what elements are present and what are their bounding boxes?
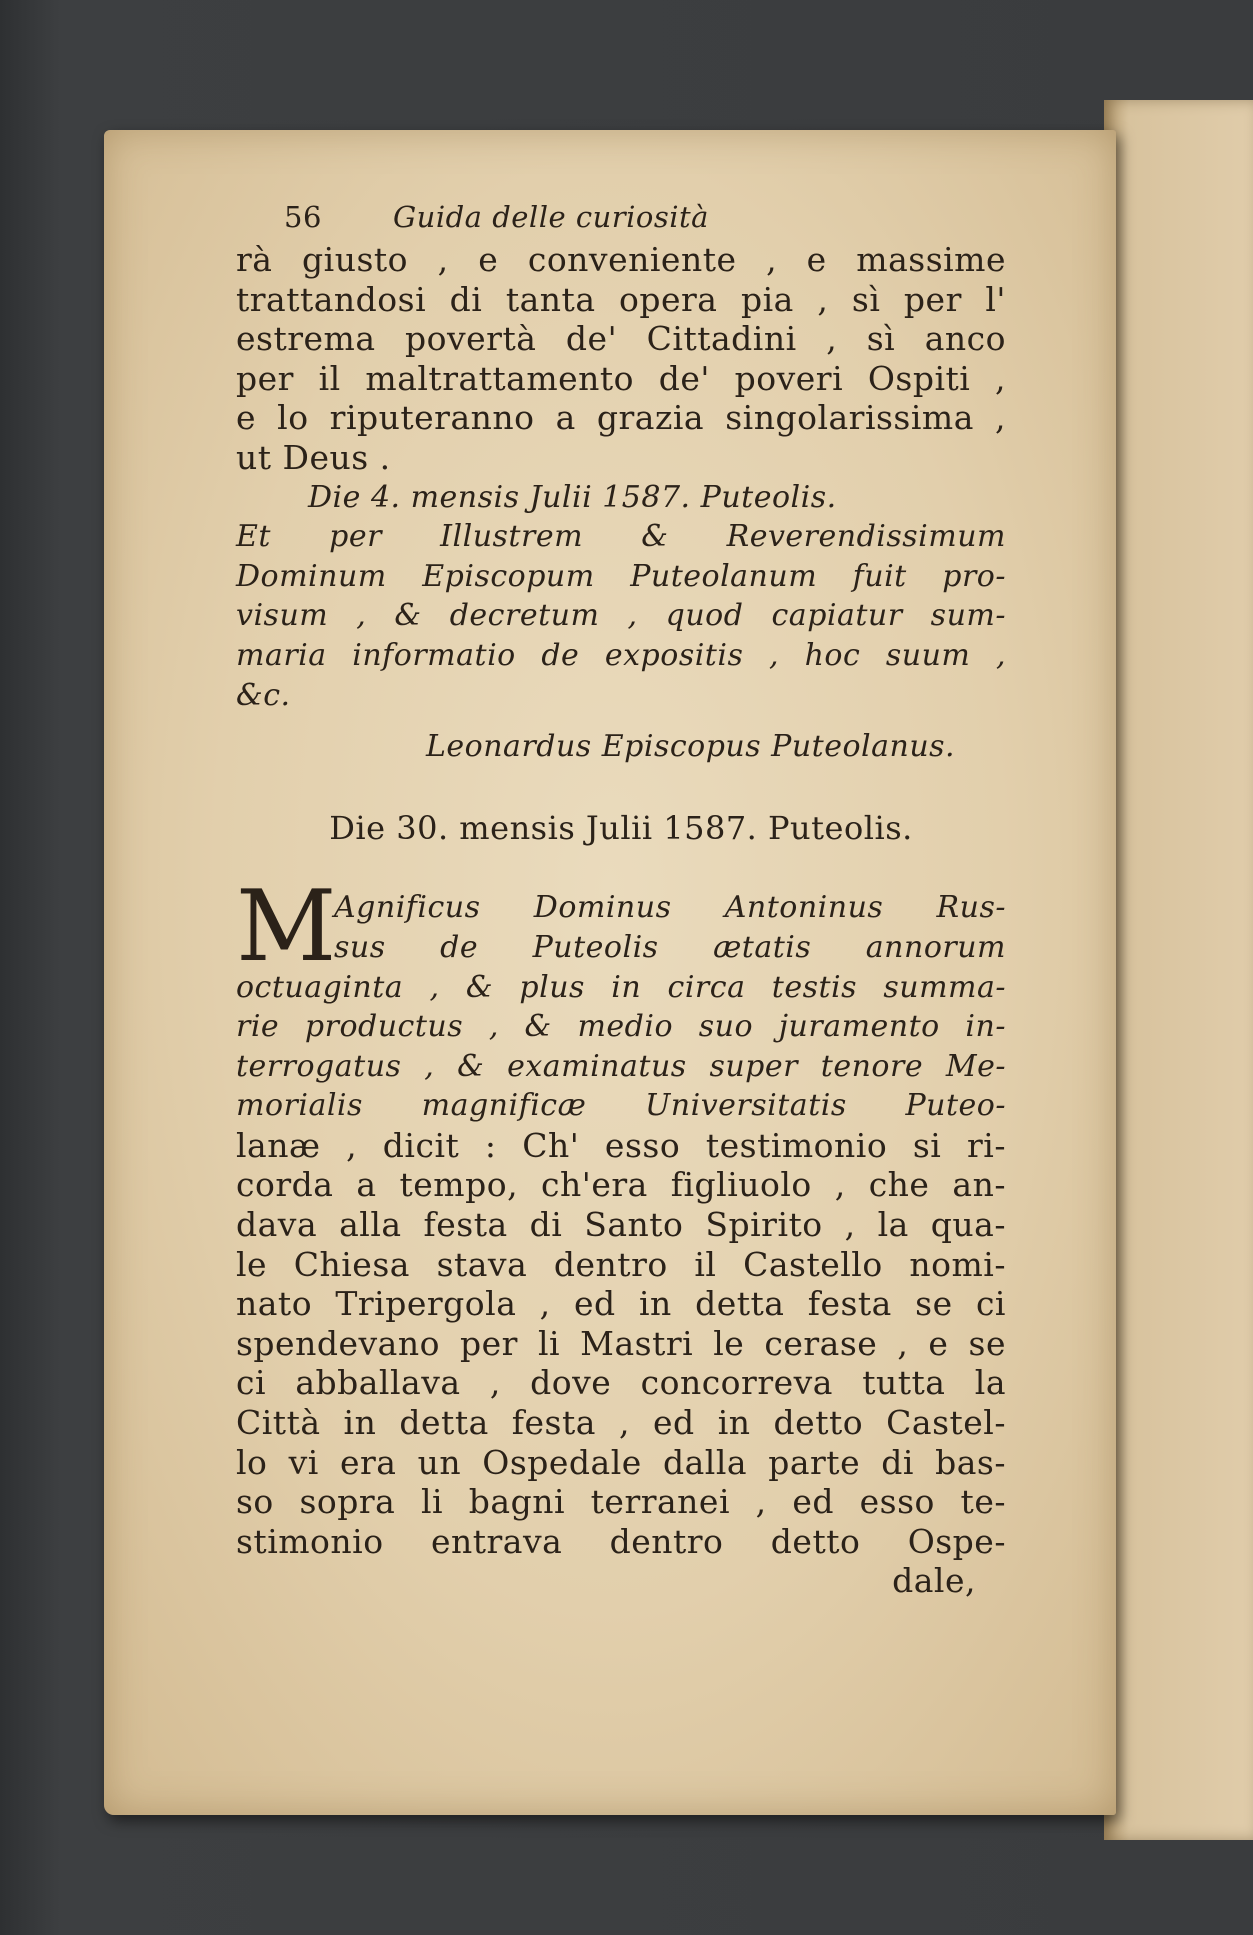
text-line: lanæ , dicit : Ch' esso testimonio si ri- [236, 1125, 1006, 1165]
running-header [236, 200, 1006, 240]
catchword: dale, [892, 1561, 976, 1601]
text-line: octuaginta , & plus in circa testis summa- [236, 969, 1006, 1005]
text-line: ut Deus . [236, 437, 391, 477]
text-line: &c. [236, 677, 291, 713]
text-line: morialis magnificæ Universitatis Puteo- [236, 1088, 1006, 1124]
text-line: visum , & decretum , quod capiatur sum- [236, 598, 1006, 634]
text-line: maria informatio de expositis , hoc suum , [236, 637, 1006, 673]
text-line: spendevano per li Mastri le cerase , e se [236, 1323, 1006, 1363]
text-line: Città in detta festa , ed in detto Castel- [236, 1403, 1006, 1443]
text-line: Agnificus Dominus Antoninus Rus- [334, 890, 1006, 926]
facing-page-edge [1104, 100, 1253, 1840]
page-text [236, 200, 1006, 1601]
text-line: Dominum Episcopum Puteolanum fuit pro- [236, 558, 1006, 594]
opening-paragraph [236, 240, 1006, 478]
text-line: dava alla festa di Santo Spirito , la qua- [236, 1205, 1006, 1245]
text-line: lo vi era un Ospedale dalla parte di bas- [236, 1442, 1006, 1482]
running-title: Guida delle curiosità [393, 200, 709, 234]
text-line: terrogatus , & examinatus super tenore Me- [236, 1048, 1006, 1084]
text-line: trattandosi di tanta opera pia , sì per l' [236, 279, 1006, 319]
text-line: e lo riputeranno a grazia singolarissima , [236, 398, 1006, 438]
dateline-heading: Die 30. mensis Julii 1587. Puteolis. [329, 808, 913, 847]
text-line: per il maltrattamento de' poveri Ospiti , [236, 358, 1006, 398]
italic-dateline: Die 4. mensis Julii 1587. Puteolis. [308, 479, 837, 515]
text-line: ci abballava , dove concorreva tutta la [236, 1363, 1006, 1403]
text-line: rie productus , & medio suo juramento in- [236, 1009, 1006, 1045]
text-line: corda a tempo, ch'era figliuolo , che an- [236, 1165, 1006, 1205]
text-line: sus de Puteolis ætatis annorum [334, 929, 1006, 965]
testimony-paragraph [236, 870, 1006, 1601]
text-line: le Chiesa stava dentro il Castello nomi- [236, 1244, 1006, 1284]
text-line: stimonio entrava dentro detto Ospe- [236, 1521, 1006, 1561]
text-line: Et per Illustrem & Reverendissimum [236, 519, 1006, 555]
text-line: estrema povertà de' Cittadini , sì anco [236, 319, 1006, 359]
bishop-signature: Leonardus Episcopus Puteolanus. [426, 729, 956, 765]
page-number: 56 [284, 200, 322, 234]
drop-cap: M [236, 870, 337, 985]
decree-paragraph [236, 517, 1006, 715]
text-line: nato Tripergola , ed in detta festa se ci [236, 1284, 1006, 1324]
text-line: so sopra li bagni terranei , ed esso te- [236, 1482, 1006, 1522]
text-line: rà giusto , e conveniente , e massime [236, 240, 1006, 279]
